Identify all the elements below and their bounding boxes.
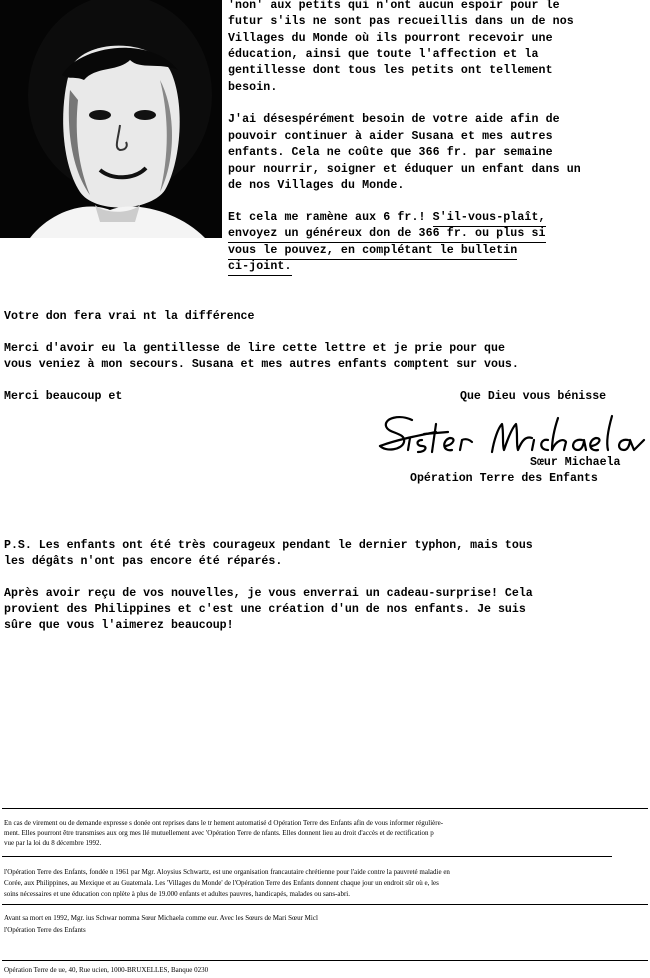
- fine-print-1-line-3: vue par la loi du 8 décembre 1992.: [4, 839, 102, 847]
- fine-print-2-line-3: soins nécessaires et une éducation con nplète à plus de 19.000 enfants et adultes pauvres, handicapés, malades ou sans-abri.: [4, 890, 351, 898]
- top-paragraph-line-4: éducation, ainsi que toute l'affection et la: [228, 48, 539, 61]
- top-paragraph-line-2: futur s'ils ne sont pas recueillis dans un de nos: [228, 15, 574, 28]
- signer-name: Sœur Michaela: [530, 456, 621, 469]
- appeal-line-4: [228, 259, 292, 276]
- difference-line: Votre don fera vrai nt la différence: [4, 310, 255, 323]
- second-paragraph-line-3: enfants. Cela ne coûte que 366 fr. par semaine: [228, 146, 553, 159]
- fine-print-3-line-1: Avant sa mort en 1992, Mgr. ius Schwar nomma Sœur Michaela comme eur. Avec les Sœurs de Mari Sœur Micl: [4, 914, 318, 922]
- fine-print-top-rule: [2, 808, 648, 809]
- handwritten-signature: [376, 410, 646, 456]
- thanks-paragraph-line-2: vous veniez à mon secours. Susana et mes autres enfants comptent sur vous.: [4, 358, 519, 371]
- appeal-plain-text: Et cela me ramène aux 6 fr.!: [228, 211, 433, 224]
- top-paragraph-line-6: besoin.: [228, 81, 278, 94]
- second-paragraph-line-4: pour nourrir, soigner et éduquer un enfant dans un: [228, 163, 581, 176]
- fine-print-2-line-2: Corée, aux Philippines, au Mexique et au Guatemala. Les 'Villages du Monde' de l'Opération Terre des Enfants donnent chaque jour un endroit sûr où e, les: [4, 879, 439, 887]
- fine-print-2-line-1: l'Opération Terre des Enfants, fondée n 1961 par Mgr. Aloysius Schwartz, est une organisation francautaire chrétienne pour l'aide contre la pauvreté maladie en: [4, 868, 450, 876]
- thanks-paragraph-line-1: Merci d'avoir eu la gentillesse de lire cette lettre et je prie pour que: [4, 342, 505, 355]
- signature-image: [376, 410, 646, 456]
- appeal-underlined-text: S'il-vous-plaît,: [433, 210, 546, 227]
- closing-left: Merci beaucoup et: [4, 390, 123, 403]
- footer-address: Opération Terre de ue, 40, Rue ucien, 1000-BRUXELLES, Banque 0230: [4, 966, 209, 974]
- fine-print-1-line-2: ment. Elles pourront être transmises aux org mes llé mutuellement avec 'Opération Terre de nfants. Elles donnent lieu au droit d'accès et de rectification p: [4, 829, 434, 837]
- gift-line-2: provient des Philippines et c'est une création d'un de nos enfants. Je suis: [4, 603, 526, 616]
- appeal-underlined-line-4: ci-joint.: [228, 259, 292, 276]
- appeal-line-3: [228, 243, 517, 260]
- fine-print-rule-3: [2, 904, 648, 905]
- footer-rule: [2, 960, 648, 961]
- second-paragraph-line-5: de nos Villages du Monde.: [228, 179, 405, 192]
- second-paragraph-line-1: J'ai désespérément besoin de votre aide afin de: [228, 113, 560, 126]
- fine-print-rule-2: [2, 856, 612, 857]
- closing-right: Que Dieu vous bénisse: [460, 390, 607, 403]
- child-portrait-image: [0, 0, 222, 238]
- second-paragraph-line-2: pouvoir continuer à aider Susana et mes autres: [228, 130, 553, 143]
- appeal-underlined-line-3: vous le pouvez, en complétant le bulletin: [228, 243, 517, 260]
- top-paragraph-line-3: Villages du Monde où ils pourront recevoir une: [228, 32, 553, 45]
- appeal-line-2: [228, 226, 546, 243]
- gift-line-3: sûre que vous l'aimerez beaucoup!: [4, 619, 234, 632]
- fine-print-1-line-1: En cas de virement ou de demande expresse s donée ont reprises dans le tr hement automatisé d Opération Terre des Enfants afin de vous informer régulière-: [4, 819, 444, 827]
- fine-print-3-line-2: l'Opération Terre des Enfants: [4, 926, 86, 934]
- top-paragraph-line-5: gentillesse dont tous les petits ont tellement: [228, 64, 553, 77]
- ps-line-2: les dégâts n'ont pas encore été réparés.: [4, 555, 283, 568]
- appeal-line-1: [228, 210, 546, 227]
- child-photo: [0, 0, 222, 238]
- ps-line-1: P.S. Les enfants ont été très courageux pendant le dernier typhon, mais tous: [4, 539, 533, 552]
- top-paragraph-line-1: 'non' aux petits qui n'ont aucun espoir pour le: [228, 0, 560, 12]
- signer-organization: Opération Terre des Enfants: [410, 472, 598, 485]
- appeal-underlined-line-2: envoyez un généreux don de 366 fr. ou plus si: [228, 226, 546, 243]
- gift-line-1: Après avoir reçu de vos nouvelles, je vous enverrai un cadeau-surprise! Cela: [4, 587, 533, 600]
